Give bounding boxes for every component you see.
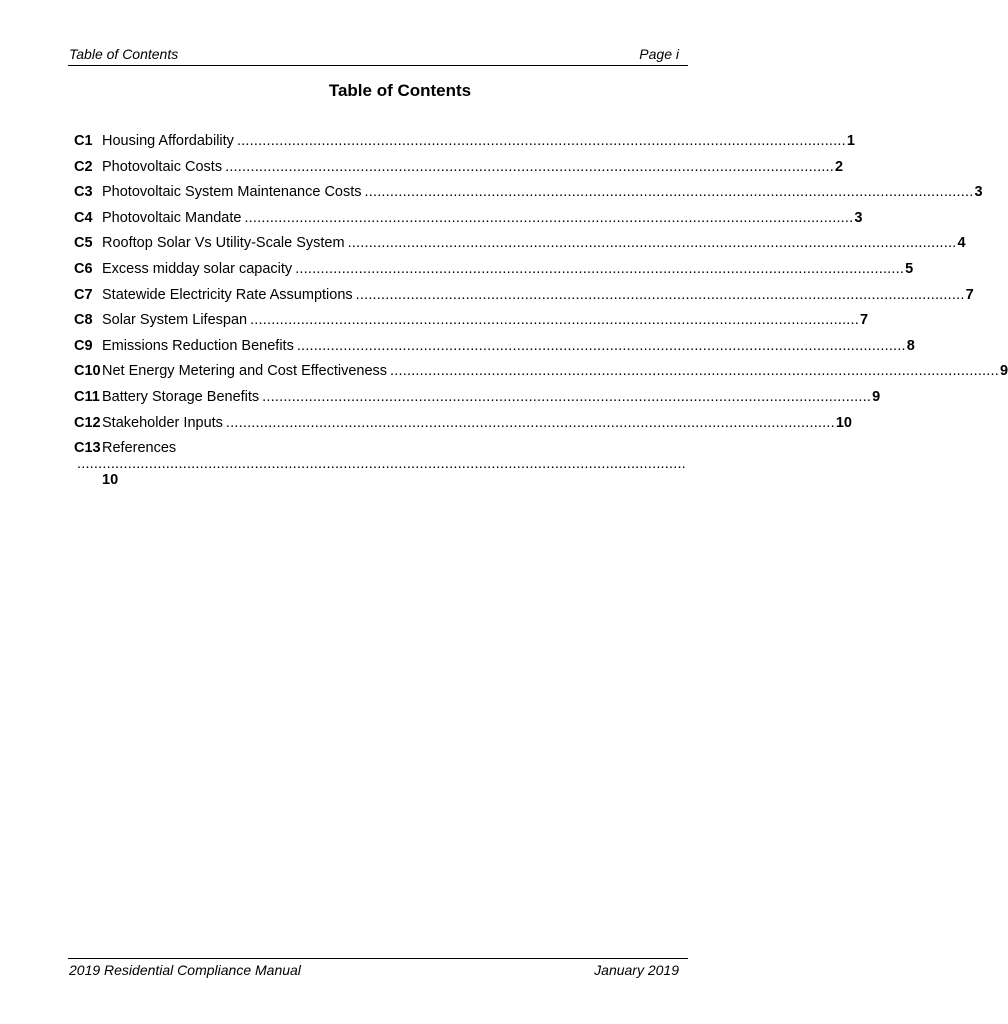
toc-dot-leader: ................................................................................................................................................ xyxy=(355,286,965,303)
toc-entry-page: 10 xyxy=(102,472,119,489)
toc-entry-title: Net Energy Metering and Cost Effectiveness xyxy=(102,363,388,380)
toc-entry-page: 9 xyxy=(999,363,1008,380)
toc-entry[interactable] xyxy=(74,184,983,210)
toc-entry-title: Photovoltaic Costs xyxy=(102,158,223,175)
toc-entry-number: C12 xyxy=(74,414,101,431)
toc-entry[interactable] xyxy=(74,312,869,338)
running-header xyxy=(68,45,688,66)
toc-entry-title: Emissions Reduction Benefits xyxy=(102,337,294,354)
toc-entry-title: Photovoltaic Mandate xyxy=(102,209,242,226)
toc-entry-title: Rooftop Solar Vs Utility-Scale System xyxy=(102,235,345,252)
toc-entry-page: 9 xyxy=(872,388,881,405)
toc-entry[interactable] xyxy=(74,388,881,415)
toc-entry-page: 8 xyxy=(906,337,915,354)
toc-entry-number: C7 xyxy=(74,286,93,303)
toc-entry[interactable] xyxy=(74,158,844,185)
toc-entry-number: C6 xyxy=(74,260,93,277)
toc-entry-page: 10 xyxy=(835,414,852,431)
toc-entry[interactable] xyxy=(74,286,974,313)
toc-entry-page: 3 xyxy=(974,184,983,201)
toc-dot-leader: ................................................................................................................................................ xyxy=(244,209,854,226)
toc-entry-number: C9 xyxy=(74,337,93,354)
toc-entry-number: C1 xyxy=(74,133,93,149)
toc-entry[interactable] xyxy=(74,209,863,236)
toc-entry-page: 7 xyxy=(965,286,974,303)
toc-dot-leader: ................................................................................................................................................ xyxy=(295,260,905,277)
toc-dot-leader: ................................................................................................................................................ xyxy=(364,184,974,201)
toc-entry[interactable] xyxy=(74,414,852,441)
toc-entry-number: C5 xyxy=(74,235,93,252)
toc-dot-leader: ................................................................................................................................................ xyxy=(250,312,859,329)
footer-document-title: 2019 Residential Compliance Manual xyxy=(69,962,301,978)
header-section-title: Table of Contents xyxy=(69,46,179,62)
toc-entry[interactable] xyxy=(74,337,915,364)
toc-dot-leader: ................................................................................................................................................ xyxy=(296,337,906,354)
toc-entry-title: Photovoltaic System Maintenance Costs xyxy=(102,184,362,201)
footer-date: January 2019 xyxy=(594,962,679,978)
toc-entry-number: C4 xyxy=(74,209,93,226)
toc-entry-page: 7 xyxy=(860,312,869,329)
toc-dot-leader: ................................................................................................................................................ xyxy=(390,363,999,380)
toc-entry-page: 5 xyxy=(905,260,914,277)
toc-entry[interactable] xyxy=(74,260,914,287)
toc-dot-leader: ................................................................................................................................................ xyxy=(225,158,835,175)
toc-entry-page: 3 xyxy=(854,209,863,226)
toc-entry[interactable] xyxy=(74,133,855,159)
toc-entry-page: 1 xyxy=(846,133,855,149)
toc-entry-page: 2 xyxy=(835,158,844,175)
header-page-number: Page i xyxy=(639,46,679,62)
toc-entry[interactable] xyxy=(74,363,1008,389)
toc-entry-title: Statewide Electricity Rate Assumptions xyxy=(102,286,353,303)
running-footer xyxy=(68,958,688,981)
toc-entry-number: C11 xyxy=(74,388,100,405)
toc-entry-title: Stakeholder Inputs xyxy=(102,414,223,431)
table-of-contents xyxy=(74,133,1008,489)
toc-dot-leader: ................................................................................................................................................ xyxy=(225,414,835,431)
page-title: Table of Contents xyxy=(328,81,472,100)
toc-entry-number: C13 xyxy=(74,440,101,457)
toc-entry-number: C2 xyxy=(74,158,93,175)
toc-entry-title: Solar System Lifespan xyxy=(102,312,248,329)
toc-dot-leader: ................................................................................................................................................ xyxy=(347,235,957,252)
toc-dot-leader: ................................................................................................................................................ xyxy=(236,133,846,149)
toc-entry-title: References xyxy=(102,440,177,457)
toc-entry-title: Excess midday solar capacity xyxy=(102,260,293,277)
toc-dot-leader: ................................................................................................................................................ xyxy=(77,456,686,473)
toc-entry[interactable] xyxy=(74,440,686,489)
toc-entry[interactable] xyxy=(74,235,966,261)
toc-dot-leader: ................................................................................................................................................ xyxy=(262,388,872,405)
toc-entry-number: C8 xyxy=(74,312,93,329)
toc-entry-title: Battery Storage Benefits xyxy=(102,388,260,405)
toc-entry-title: Housing Affordability xyxy=(102,133,234,149)
toc-entry-number: C10 xyxy=(74,363,101,380)
toc-entry-number: C3 xyxy=(74,184,93,201)
toc-entry-page: 4 xyxy=(957,235,966,252)
